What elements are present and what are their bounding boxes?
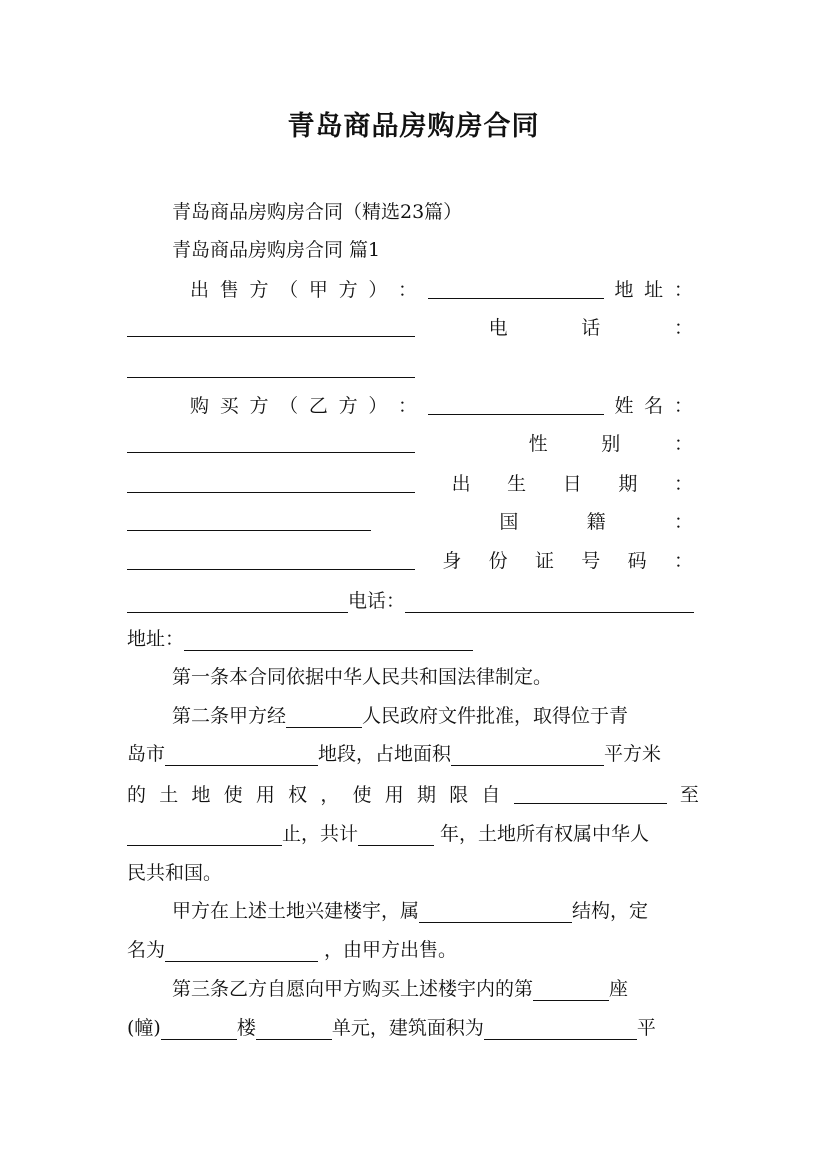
seller-tel-line: [127, 354, 703, 378]
buyer-name-gender-line: [127, 432, 693, 456]
text: 地段，占地面积: [318, 743, 452, 765]
article-3-line-1: [172, 977, 702, 1001]
text: 出: [190, 279, 210, 301]
text: 使: [223, 784, 243, 806]
text: 甲方在上述土地兴建楼宇，属: [172, 900, 420, 922]
text: 生: [507, 473, 527, 495]
seller-name-blank: [428, 278, 604, 299]
article-2-line-4: [127, 822, 703, 846]
text: ：: [398, 395, 418, 417]
blank: [451, 745, 604, 766]
blank: [286, 707, 362, 728]
text: 自: [481, 784, 501, 806]
address-line: [127, 627, 703, 651]
text: 用: [255, 784, 275, 806]
birth-blank: [127, 510, 371, 531]
buyer-blank: [428, 394, 604, 415]
text: 年，土地所有权属中华人: [434, 823, 650, 845]
text: 别: [601, 433, 621, 455]
text: 方: [249, 279, 269, 301]
text: 乙: [308, 395, 328, 417]
id-blank: [127, 592, 348, 613]
nation-id-line: [127, 549, 693, 573]
text: （: [279, 279, 299, 301]
text: 名为: [127, 939, 166, 961]
text: 地: [191, 784, 211, 806]
text: 购: [190, 395, 210, 417]
text: 出: [451, 473, 471, 495]
blank: [484, 1019, 637, 1040]
blank: [165, 745, 318, 766]
address-blank: [184, 630, 473, 651]
text: 第二条甲方经: [172, 705, 287, 727]
article-2-line-3: [127, 783, 699, 807]
article-2-line-1: [172, 704, 699, 728]
text: ）: [368, 395, 388, 417]
text: 方: [338, 395, 358, 417]
text: (幢): [127, 1017, 161, 1039]
text: 期: [416, 784, 436, 806]
nation-blank: [127, 549, 415, 570]
text: 方: [338, 279, 358, 301]
text: 岛市: [127, 743, 166, 765]
blank: [127, 825, 282, 846]
text: 电: [488, 317, 508, 339]
text: 售: [219, 279, 239, 301]
blank: [419, 902, 572, 923]
text: 方: [249, 395, 269, 417]
paragraph-2-line-2: [127, 938, 703, 962]
birth-nation-line: [127, 510, 693, 534]
text: 籍: [586, 511, 606, 533]
text: 份: [488, 550, 508, 572]
text: 用: [384, 784, 404, 806]
blank: [358, 825, 434, 846]
seller-address-blank: [127, 316, 415, 337]
text: 结构，定: [572, 900, 649, 922]
blank: [165, 941, 318, 962]
article-3-line-2: [127, 1016, 703, 1040]
text: 国: [499, 511, 519, 533]
part-heading: 青岛商品房购房合同 篇1: [172, 239, 381, 261]
text: 性: [528, 433, 548, 455]
text: 平: [636, 1017, 656, 1039]
text: 话: [581, 317, 601, 339]
seller-tel-blank: [127, 357, 415, 378]
text: 土: [159, 784, 179, 806]
subtitle: 青岛商品房购房合同（精选23篇）: [172, 201, 463, 223]
text: ，由甲方出售。: [318, 939, 458, 961]
blank: [256, 1019, 332, 1040]
text: 权: [288, 784, 308, 806]
text: 码: [627, 550, 647, 572]
text: 址: [644, 279, 664, 301]
buyer-line: [190, 394, 693, 418]
text: ：: [673, 279, 693, 301]
text: 证: [534, 550, 554, 572]
text: ：: [673, 511, 693, 533]
text: ）: [368, 279, 388, 301]
text: ：: [673, 395, 693, 417]
text: ：: [673, 550, 693, 572]
paragraph-2-line-1: [172, 899, 702, 923]
text: 的: [127, 784, 147, 806]
text: ：: [673, 473, 693, 495]
text: 名: [644, 395, 664, 417]
text: 身: [442, 550, 462, 572]
document-title: 青岛商品房购房合同: [287, 111, 540, 142]
text: （: [279, 395, 299, 417]
phone-blank: [405, 592, 694, 613]
blank: [161, 1019, 237, 1040]
text: 号: [581, 550, 601, 572]
buyer-name-blank: [127, 432, 415, 453]
blank: [533, 980, 609, 1001]
text: ，: [320, 784, 340, 806]
phone-label: 电话：: [348, 590, 406, 612]
text: 座: [609, 978, 629, 1000]
text: 日: [562, 473, 582, 495]
text: 限: [449, 784, 469, 806]
text: 止，共计: [282, 823, 359, 845]
seller-line: [190, 278, 693, 302]
text: 使: [352, 784, 372, 806]
text: ：: [673, 317, 693, 339]
text: 平方米: [604, 743, 662, 765]
seller-address-tel-line: [127, 316, 693, 340]
id-phone-line: [127, 589, 703, 613]
article-1: 第一条本合同依据中华人民共和国法律制定。: [172, 666, 553, 688]
text: ：: [673, 433, 693, 455]
text: 买: [219, 395, 239, 417]
article-2-line-5: 民共和国。: [127, 862, 223, 884]
text: 姓: [614, 395, 634, 417]
address-label: 地址：: [127, 628, 185, 650]
text: 楼: [236, 1017, 256, 1039]
text: 单元，建筑面积为: [331, 1017, 484, 1039]
text: 甲: [308, 279, 328, 301]
text: 期: [618, 473, 638, 495]
gender-blank: [127, 472, 415, 493]
text: ：: [398, 279, 418, 301]
article-2-line-2: [127, 742, 703, 766]
gender-birth-line: [127, 472, 693, 496]
blank: [514, 783, 667, 804]
text: 第三条乙方自愿向甲方购买上述楼宇内的第: [172, 978, 534, 1000]
text: 至: [679, 784, 699, 806]
text: 地: [614, 279, 634, 301]
text: 人民政府文件批准，取得位于青: [362, 705, 629, 727]
